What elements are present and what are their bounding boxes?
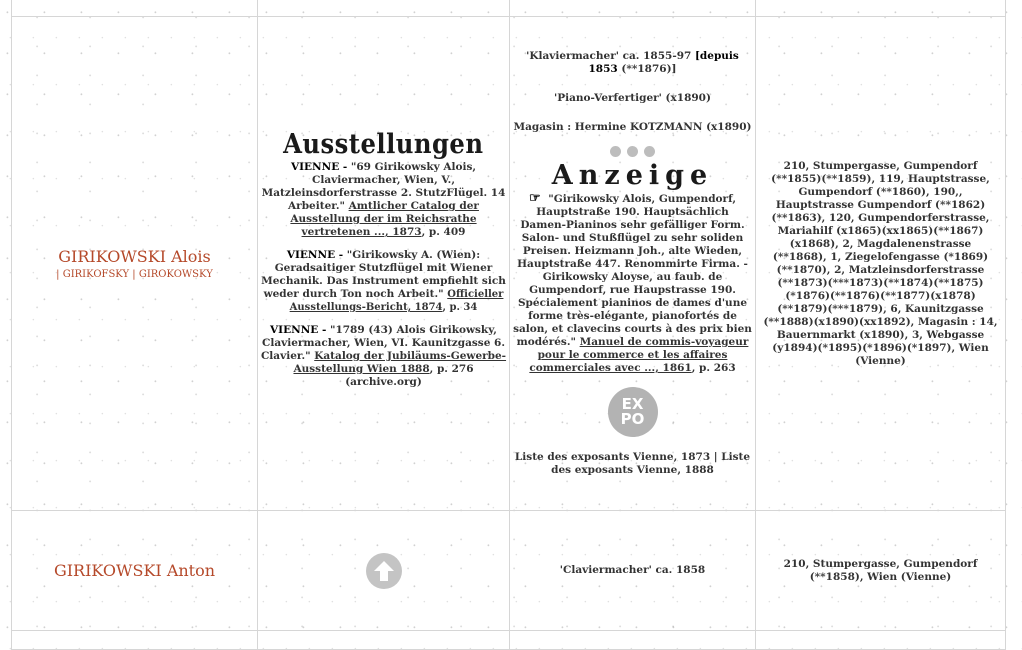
expo-caption: Liste des exposants Vienne, 1873 | Liste des exposants Vienne, 1888 xyxy=(514,451,751,476)
expo-logo-bottom: PO xyxy=(620,410,645,428)
cell-empty xyxy=(257,630,510,650)
cell-empty xyxy=(755,0,1006,17)
cell-empty xyxy=(755,630,1006,650)
table-row-alois xyxy=(11,16,1006,511)
table-row-previous xyxy=(11,0,1006,17)
advertisement-entry xyxy=(510,192,755,375)
exhibition-page: , p. 34 xyxy=(442,302,478,313)
exhibitions-heading: Ausstellungen xyxy=(283,129,484,160)
addresses-text: 210, Stumpergasse, Gumpendorf (**1855)(**1859), 119, Hauptstrasse, Gumpendorf (**1860), 190,, Hauptstrasse Gumpendorf (**1862)(**1863), 120, Gumpendorferstrasse, Mariahilf (x1865)(xx1865)(**1867)(x1868), 2, Magdalenenstrasse (**1868), 1, Ziegelofengasse (*1869)(**1870), 2, Matzleinsdorferstrasse (**1873)(***1873)(**1874)(**1875)(*1876)(**1876)(**1877)(x1878)(**1879)(***1879), 6, Kaunitzgasse (**1888)(x1890)(xx1892), Magasin : 14, Bauernmarkt (x1890), 3, Webgasse (y1894)(*1895)(*1896)(*1897), Wien (Vienne) xyxy=(763,159,998,367)
exhibitions-cell xyxy=(257,16,510,511)
cell-empty xyxy=(11,0,258,17)
cell-empty xyxy=(509,630,756,650)
profession-cell xyxy=(509,510,756,631)
advertisement-page: , p. 263 xyxy=(691,362,736,374)
profession-line: 'Claviermacher' ca. 1858 xyxy=(559,564,706,576)
profession-text: 'Klaviermacher' ca. 1855-97 xyxy=(526,50,695,62)
exhibition-quote: "Girikowsky A. (Wien): Geradsaitiger Stutzflügel mit Wiener Mechanik. Das Instrument empfiehlt sich weder durch Ton noch Arbeit." xyxy=(261,249,506,300)
maker-name-cell xyxy=(11,510,258,631)
exhibition-entry xyxy=(258,161,509,239)
ellipsis-dots-icon xyxy=(610,146,655,157)
maker-aliases: | GIRIKOFSKY | GIROKOWSKY xyxy=(56,269,213,280)
expo-logo-icon[interactable] xyxy=(608,387,658,437)
addresses-cell xyxy=(755,16,1006,511)
profession-line: 'Piano-Verfertiger' (x1890) xyxy=(554,92,711,104)
exhibitions-cell xyxy=(257,510,510,631)
profession-dates-tail: (**1876)] xyxy=(617,63,677,75)
exhibition-quote: "1789 (43) Alois Girikowsky, Claviermacher, Wien, VI. Kaunitzgasse 6. Clavier." xyxy=(260,324,505,362)
profession-line xyxy=(510,50,755,76)
addresses-text: 210, Stumpergasse, Gumpendorf (**1858), Wien (Vienne) xyxy=(783,557,978,583)
cell-empty xyxy=(257,0,510,17)
exhibition-city: VIENNE - xyxy=(290,161,348,173)
advertisement-source-link[interactable]: Manuel de commis-voyageur pour le commerce et les affaires commerciales avec ..., 1861 xyxy=(529,336,749,374)
exhibition-quote: "69 Girikowsky Alois, Claviermacher, Wien, V., Matzleinsdorferstrasse 2. StutzFlügel. 14 Arbeiter." xyxy=(261,161,506,212)
cell-empty xyxy=(509,0,756,17)
advertisement-text: "Girikowsky Alois, Gumpendorf, Hauptstraße 190. Hauptsächlich Damen-Pianinos sehr gefälliger Form. Salon- und Stußflügel zu sehr soliden Preisen. Heizmann Joh., alte Wieden, Hauptstraße 447. Renommirte Firma. - Girikowsky Aloyse, au faub. de Gumpendorf, rue Haupstrasse 190. Spécialement pianinos de dames d'une forme très-elégante, pianofortés de salon, et clavecins courts à des prix bien modérés." xyxy=(513,193,752,348)
expo-logo-top: EX xyxy=(621,395,644,413)
exhibition-page: , p. 276 (archive.org) xyxy=(345,363,474,388)
table-row-next xyxy=(11,630,1006,650)
cell-empty xyxy=(11,630,258,650)
exhibition-source-link[interactable]: Katalog der Jubiläums-Gewerbe-Ausstellung Wien 1888 xyxy=(293,350,507,375)
pointing-hand-icon: ☞ xyxy=(528,191,541,206)
maker-name: GIRIKOWSKI Anton xyxy=(53,561,216,580)
exhibition-source-link[interactable]: Officieller Ausstellungs-Bericht, 1874 xyxy=(289,289,504,313)
exhibition-entry xyxy=(258,249,509,314)
up-arrow-icon[interactable] xyxy=(366,553,402,589)
table-row-anton xyxy=(11,510,1006,631)
exhibition-page: , p. 409 xyxy=(421,226,466,238)
exhibition-city: VIENNE - xyxy=(270,324,327,336)
exhibition-city: VIENNE - xyxy=(286,249,344,261)
maker-name: GIRIKOWSKI Alois xyxy=(58,247,211,266)
exhibition-entry xyxy=(258,324,509,389)
maker-name-cell xyxy=(11,16,258,511)
profession-dates: [depuis 1853 xyxy=(588,50,739,75)
profession-cell xyxy=(509,16,756,511)
exhibition-source-link[interactable]: Amtlicher Catalog der Ausstellung der im Reichsrathe vertretenen ..., 1873 xyxy=(290,200,479,238)
addresses-cell xyxy=(755,510,1006,631)
advertisement-heading: Anzeige xyxy=(551,160,714,191)
shop-line: Magasin : Hermine KOTZMANN (x1890) xyxy=(513,121,752,133)
